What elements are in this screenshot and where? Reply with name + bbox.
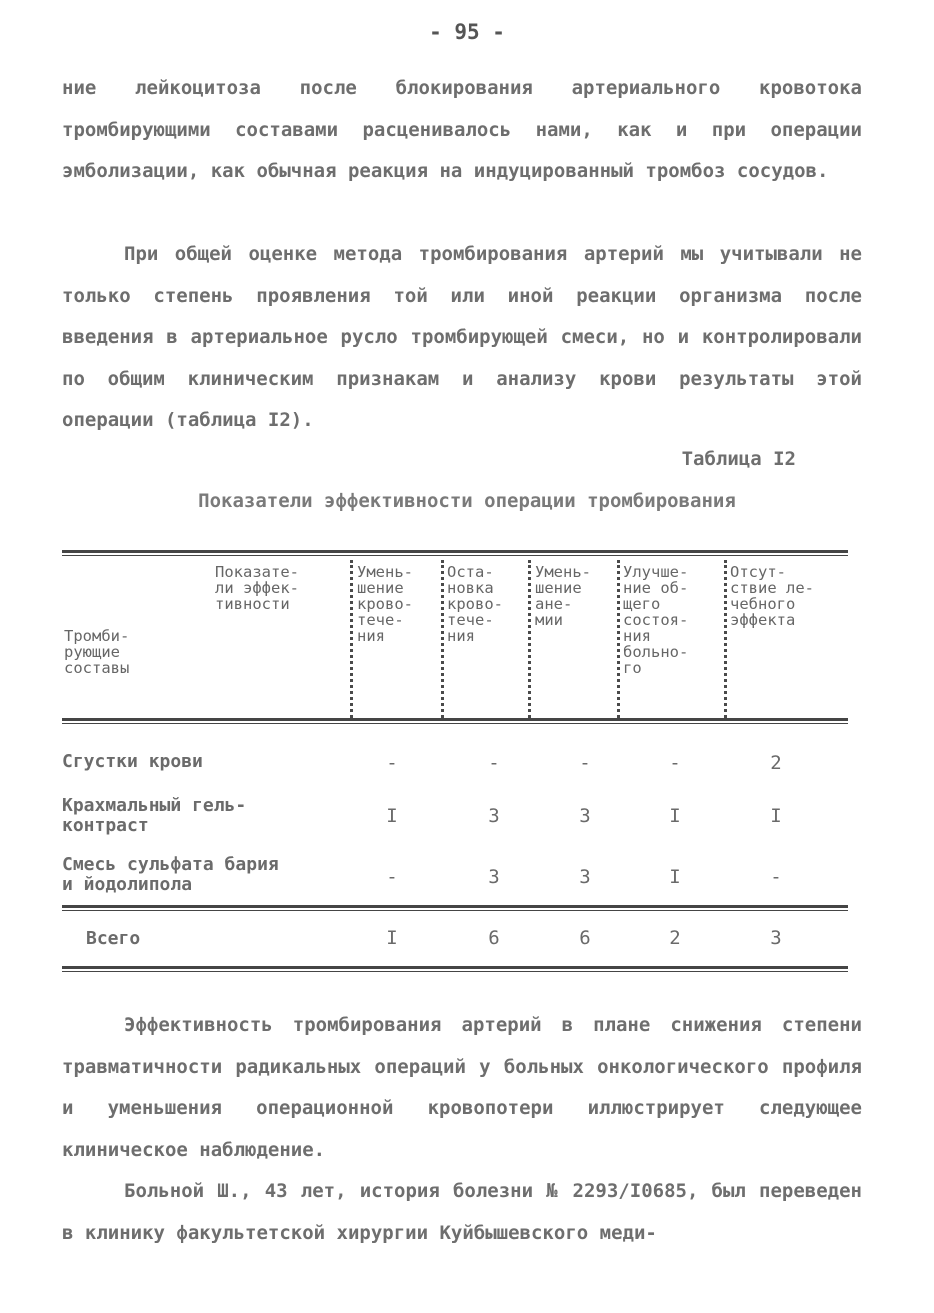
table-total-label: Всего xyxy=(86,928,141,949)
column-header: Отсут- ствие ле- чебного эффекта xyxy=(730,563,814,629)
column-header: Умень- шение крово- тече- ния xyxy=(357,563,413,645)
table-cell: - xyxy=(386,866,398,888)
table-cell: I xyxy=(386,805,398,827)
column-header: Оста- новка крово- тече- ния xyxy=(447,563,503,645)
table-total-cell: 6 xyxy=(579,927,591,949)
column-header: Улучше- ние об- щего состоя- ния больно- го xyxy=(623,563,689,677)
table-total-rule-thin xyxy=(62,910,848,911)
table-cell: - xyxy=(770,866,782,888)
table-bottom-rule-thin xyxy=(62,971,848,972)
table-cell: I xyxy=(669,866,681,888)
table-row-label: Смесь сульфата бария и йодолипола xyxy=(62,854,279,895)
table-top-rule-thin xyxy=(62,555,848,556)
table-cell: 3 xyxy=(579,805,591,827)
table-cell: - xyxy=(669,752,681,774)
paragraph-4: Больной Ш., 43 лет, история болезни № 2293/I0685, был переведен в клинику факультетской хирургии Куйбышевского меди- xyxy=(62,1180,862,1244)
table-col-divider xyxy=(350,560,353,718)
table-col-divider xyxy=(528,560,531,718)
table-row-label: Крахмальный гель- контраст xyxy=(62,795,247,836)
table-cell: 3 xyxy=(579,866,591,888)
column-header: Умень- шение ане- мии xyxy=(535,563,591,629)
table-total-cell: 2 xyxy=(669,927,681,949)
table-cell: I xyxy=(770,805,782,827)
table-cell: 2 xyxy=(770,752,782,774)
table-cell: 3 xyxy=(488,805,500,827)
table-cell: I xyxy=(669,805,681,827)
table-cell: - xyxy=(488,752,500,774)
table-label: Таблица I2 xyxy=(681,448,796,470)
table-col-divider xyxy=(617,560,620,718)
table-top-rule xyxy=(62,550,848,553)
table-header-rule xyxy=(62,718,848,721)
header-indicators: Показате- ли эффек- тивности xyxy=(215,563,299,613)
table-bottom-rule xyxy=(62,966,848,969)
paragraph-1: ние лейкоцитоза после блокирования артериального кровотока тромбирующими составами расценивалось нами, как и при операции эмболизации, как обычная реакция на индуцированный тромбоз сосудов. xyxy=(62,77,862,182)
paragraph-3: Эффективность тромбирования артерий в плане снижения степени травматичности радикальных операций у больных онкологического профиля и уменьшения операционной кровопотери иллюстрирует следующее клиническое наблюдение. xyxy=(62,1014,862,1161)
table-cell: - xyxy=(386,752,398,774)
table-cell: 3 xyxy=(488,866,500,888)
table-col-divider xyxy=(724,560,727,718)
table-col-divider xyxy=(441,560,444,718)
table-total-cell: I xyxy=(386,927,398,949)
body-text-after-table xyxy=(62,1005,862,1254)
paragraph-2: При общей оценке метода тромбирования артерий мы учитывали не только степень проявления той или иной реакции организма после введения в артериальное русло тромбирующей смеси, но и контролировали по общим клиническим признакам и анализу крови результаты этой операции (таблица I2). xyxy=(62,243,862,431)
header-compositions: Тромби- рующие составы xyxy=(64,627,130,677)
table-cell: - xyxy=(579,752,591,774)
table-title: Показатели эффективности операции тромбирования xyxy=(198,490,736,512)
table-header-rule-thin xyxy=(62,723,848,724)
table-total-cell: 6 xyxy=(488,927,500,949)
table-row-label: Сгустки крови xyxy=(62,751,203,772)
page-number: - 95 - xyxy=(429,20,505,44)
table-total-rule xyxy=(62,905,848,908)
table-total-cell: 3 xyxy=(770,927,782,949)
